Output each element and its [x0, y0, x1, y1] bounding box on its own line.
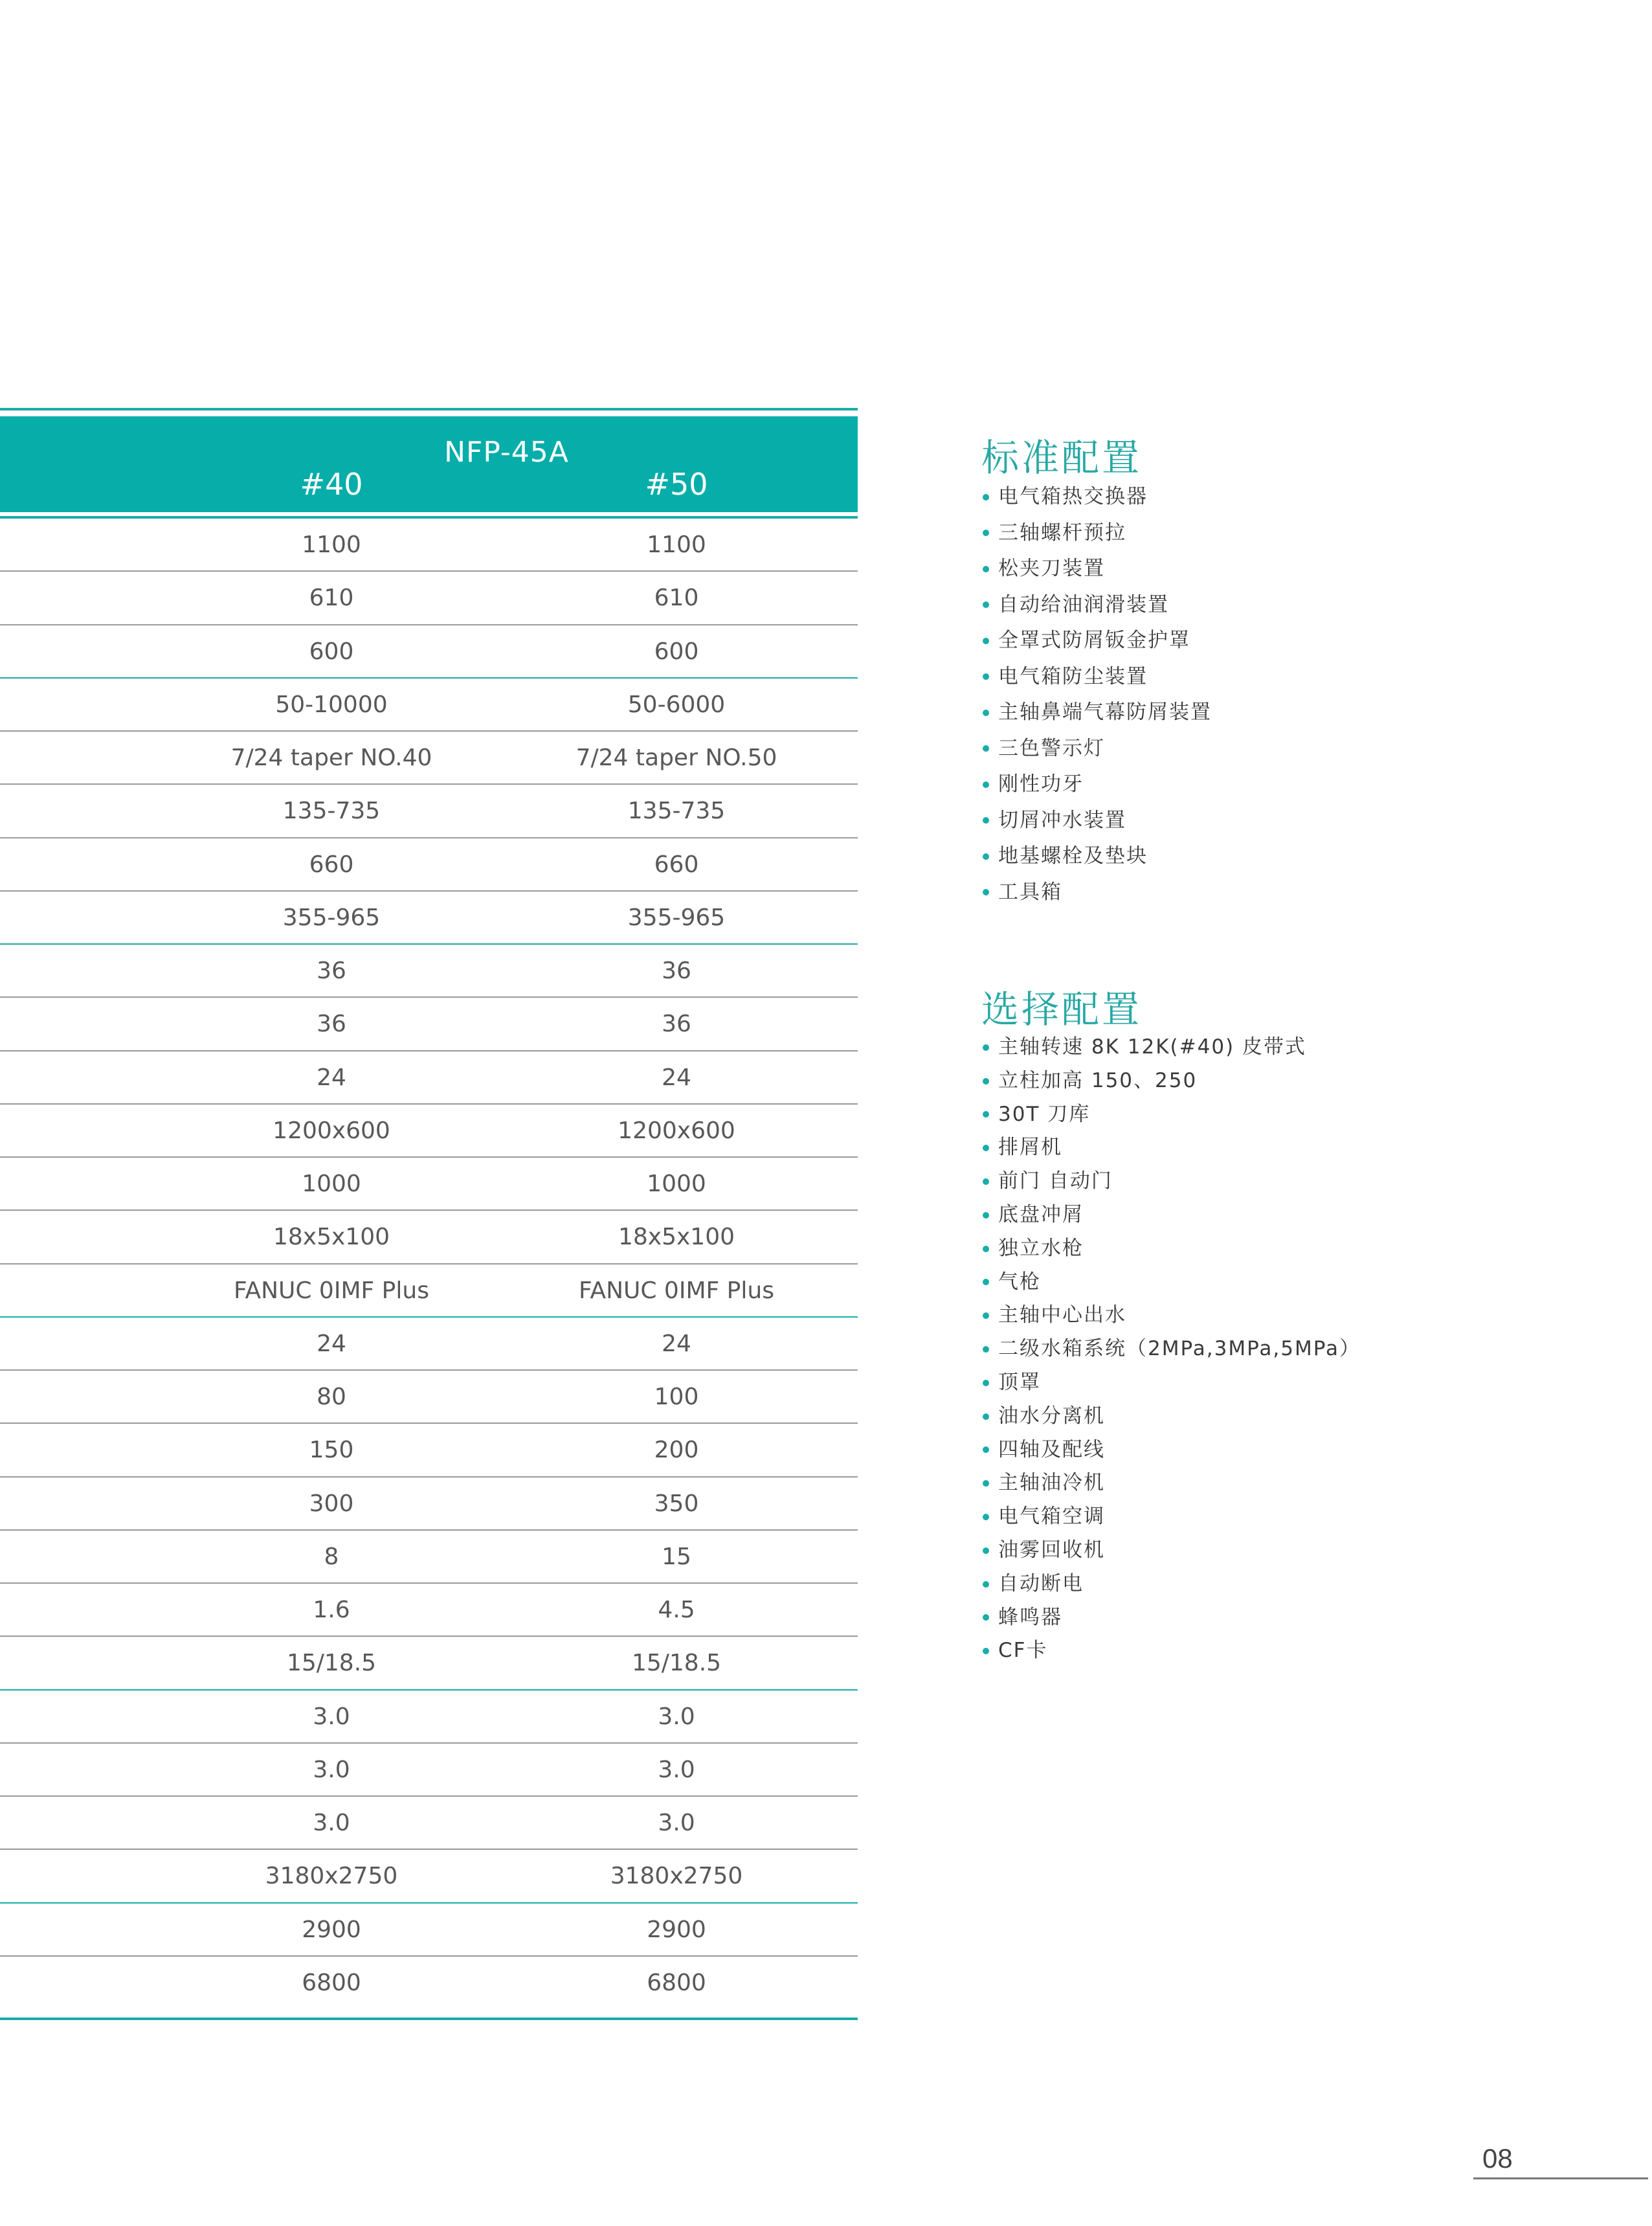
standard-config-item-label: 三轴螺杆预拉 [998, 521, 1126, 545]
standard-config-item [981, 695, 1212, 731]
cell-40: 1.6 [313, 1597, 350, 1623]
optional-config-item [981, 1500, 1361, 1534]
model-title: NFP-45A [444, 436, 569, 469]
cell-40: 50-10000 [275, 691, 388, 718]
table-row [0, 945, 858, 998]
optional-config-item [981, 1131, 1361, 1165]
cell-40: 36 [317, 1011, 346, 1038]
cell-40: 6800 [302, 1969, 361, 1996]
standard-config-item [981, 623, 1212, 659]
bullet-icon [983, 1279, 989, 1285]
bullet-icon [983, 1648, 989, 1654]
optional-config-title: 选择配置 [981, 987, 1143, 1031]
table-row [0, 1478, 858, 1531]
cell-50: 200 [654, 1437, 699, 1464]
standard-config-item-label: 地基螺栓及垫块 [998, 844, 1148, 868]
table-row [0, 1265, 858, 1318]
optional-config-item [981, 1165, 1361, 1198]
table-row [0, 732, 858, 785]
cell-50: 24 [662, 1330, 691, 1357]
standard-config-item-label: 自动给油润滑装置 [998, 592, 1169, 616]
bullet-icon [983, 1614, 989, 1621]
table-row [0, 838, 858, 892]
page-number-rule [1473, 2177, 1648, 2179]
standard-config-item [981, 515, 1212, 552]
table-row [0, 572, 858, 625]
cell-40: 3.0 [313, 1810, 350, 1836]
cell-40: 80 [317, 1384, 346, 1410]
cell-40: 660 [309, 851, 354, 878]
column-header-40: #40 [300, 467, 363, 502]
optional-config-item [981, 1332, 1361, 1366]
optional-config-item-label: 蜂鸣器 [998, 1605, 1062, 1629]
cell-50: 3180x2750 [610, 1863, 743, 1890]
bullet-icon [983, 1246, 989, 1252]
bullet-icon [983, 889, 989, 895]
optional-config-item [981, 1266, 1361, 1299]
standard-config-item-label: 切屑冲水装置 [998, 808, 1126, 832]
bullet-icon [983, 1312, 989, 1319]
cell-50: 36 [662, 958, 691, 984]
standard-config-item [981, 731, 1212, 767]
cell-40: 150 [309, 1437, 354, 1464]
bullet-icon [983, 1111, 989, 1118]
standard-config-item [981, 479, 1212, 515]
optional-config-item [981, 1031, 1361, 1064]
table-top-rule [0, 408, 858, 410]
optional-config-item-label: 前门 自动门 [998, 1169, 1113, 1193]
cell-50: FANUC 0IMF Plus [579, 1277, 774, 1304]
page-number: 08 [1482, 2143, 1513, 2174]
bullet-icon [983, 1044, 989, 1051]
table-row [0, 998, 858, 1051]
table-row [0, 1158, 858, 1211]
standard-config-item-label: 刚性功牙 [998, 772, 1084, 796]
table-row [0, 1691, 858, 1744]
cell-50: 135-735 [627, 798, 726, 825]
table-row [0, 679, 858, 732]
cell-40: 15/18.5 [286, 1650, 377, 1677]
optional-config-item-label: 二级水箱系统（2MPa,3MPa,5MPa） [998, 1337, 1361, 1361]
table-row [0, 1211, 858, 1264]
optional-config-item [981, 1467, 1361, 1500]
cell-40: 24 [317, 1064, 346, 1091]
optional-config-item [981, 1568, 1361, 1601]
cell-40: 8 [324, 1543, 339, 1570]
cell-50: 18x5x100 [618, 1224, 735, 1251]
table-row [0, 1850, 858, 1903]
optional-config-item-label: 四轴及配线 [998, 1437, 1105, 1461]
cell-40: 1100 [302, 532, 361, 558]
cell-50: 50-6000 [627, 691, 726, 718]
cell-50: 1000 [647, 1171, 706, 1197]
optional-config-item [981, 1601, 1361, 1635]
cell-40: 24 [317, 1330, 346, 1357]
cell-50: 36 [662, 1011, 691, 1038]
cell-50: 3.0 [658, 1756, 695, 1783]
cell-40: FANUC 0IMF Plus [234, 1277, 429, 1304]
optional-config-item [981, 1366, 1361, 1400]
optional-config-item-label: 排屑机 [998, 1136, 1062, 1160]
cell-40: 135-735 [282, 798, 381, 825]
bullet-icon [983, 601, 989, 608]
cell-40: 600 [309, 638, 354, 665]
table-row [0, 1957, 858, 2020]
standard-config-item [981, 551, 1212, 587]
standard-config-item-label: 工具箱 [998, 880, 1062, 904]
cell-40: 7/24 taper NO.40 [230, 745, 432, 771]
standard-config-item-label: 电气箱热交换器 [998, 485, 1148, 508]
table-row [0, 519, 858, 572]
table-row [0, 1051, 858, 1105]
cell-40: 3180x2750 [265, 1863, 398, 1890]
cell-40: 18x5x100 [273, 1224, 390, 1251]
bullet-icon [983, 1380, 989, 1386]
table-row [0, 1105, 858, 1158]
bullet-icon [983, 1212, 989, 1219]
cell-50: 100 [654, 1384, 699, 1410]
cell-40: 1200x600 [273, 1117, 390, 1144]
bullet-icon [983, 1514, 989, 1520]
standard-config-list [981, 479, 1212, 910]
optional-config-item [981, 1232, 1361, 1266]
optional-config-item [981, 1299, 1361, 1332]
cell-50: 355-965 [627, 904, 726, 931]
bullet-icon [983, 530, 989, 536]
standard-config-item-label: 三色警示灯 [998, 736, 1105, 760]
table-header [0, 416, 858, 512]
optional-config-item-label: 独立水枪 [998, 1236, 1084, 1260]
standard-config-item [981, 587, 1212, 624]
bullet-icon [983, 1145, 989, 1151]
bullet-icon [983, 1480, 989, 1487]
bullet-icon [983, 1346, 989, 1353]
cell-50: 15/18.5 [631, 1650, 722, 1677]
standard-config-item [981, 803, 1212, 839]
optional-config-item-label: 30T 刀库 [998, 1102, 1091, 1126]
column-header-50: #50 [645, 467, 708, 502]
standard-config-item-label: 全罩式防屑钣金护罩 [998, 629, 1190, 652]
optional-config-item-label: 主轴油冷机 [998, 1471, 1105, 1495]
cell-50: 15 [662, 1543, 691, 1570]
optional-config-item-label: 主轴转速 8K 12K(#40) 皮带式 [998, 1035, 1306, 1059]
cell-40: 610 [309, 585, 354, 612]
optional-config-item-label: 顶罩 [998, 1370, 1041, 1394]
optional-config-item-label: 主轴中心出水 [998, 1303, 1126, 1327]
optional-config-item-label: CF卡 [998, 1639, 1048, 1663]
cell-50: 4.5 [658, 1597, 695, 1623]
optional-config-item [981, 1400, 1361, 1433]
cell-50: 600 [654, 638, 699, 665]
cell-50: 1100 [647, 532, 706, 558]
table-row [0, 1318, 858, 1371]
bullet-icon [983, 781, 989, 788]
cell-40: 355-965 [282, 904, 381, 931]
optional-config-item [981, 1634, 1361, 1668]
cell-50: 6800 [647, 1969, 706, 1996]
bullet-icon [983, 673, 989, 680]
cell-40: 2900 [302, 1916, 361, 1943]
cell-40: 3.0 [313, 1756, 350, 1783]
table-row [0, 892, 858, 945]
optional-config-item-label: 自动断电 [998, 1571, 1084, 1595]
optional-config-item [981, 1198, 1361, 1232]
optional-config-list [981, 1031, 1361, 1668]
standard-config-title: 标准配置 [981, 436, 1143, 480]
cell-40: 1000 [302, 1171, 361, 1197]
bullet-icon [983, 817, 989, 824]
standard-config-item [981, 838, 1212, 875]
bullet-icon [983, 1547, 989, 1554]
optional-config-item-label: 油雾回收机 [998, 1538, 1105, 1562]
optional-config-item-label: 油水分离机 [998, 1404, 1105, 1428]
cell-40: 3.0 [313, 1703, 350, 1730]
optional-config-item [981, 1098, 1361, 1132]
cell-50: 7/24 taper NO.50 [575, 745, 777, 771]
table-body [0, 519, 858, 2020]
standard-config-item-label: 电气箱防尘装置 [998, 664, 1148, 688]
optional-config-item-label: 气枪 [998, 1270, 1041, 1294]
table-row [0, 1531, 858, 1584]
table-row [0, 1371, 858, 1424]
table-row [0, 1797, 858, 1850]
cell-50: 24 [662, 1064, 691, 1091]
bullet-icon [983, 1446, 989, 1453]
cell-50: 2900 [647, 1916, 706, 1943]
table-row [0, 1904, 858, 1957]
table-row [0, 1424, 858, 1477]
bullet-icon [983, 1078, 989, 1085]
cell-50: 350 [654, 1490, 699, 1517]
standard-config-item-label: 主轴鼻端气幕防屑装置 [998, 701, 1212, 724]
bullet-icon [983, 1581, 989, 1588]
optional-config-item-label: 底盘冲屑 [998, 1202, 1084, 1226]
bullet-icon [983, 494, 989, 500]
standard-config-item [981, 767, 1212, 803]
cell-50: 3.0 [658, 1703, 695, 1730]
standard-config-item-label: 松夹刀装置 [998, 557, 1105, 580]
optional-config-item [981, 1534, 1361, 1568]
bullet-icon [983, 1178, 989, 1185]
optional-config-item-label: 立柱加高 150、250 [998, 1068, 1198, 1092]
bullet-icon [983, 566, 989, 572]
table-row [0, 785, 858, 838]
bullet-icon [983, 638, 989, 644]
optional-config-item [981, 1433, 1361, 1467]
optional-config-item-label: 电气箱空调 [998, 1505, 1105, 1529]
cell-50: 610 [654, 585, 699, 612]
cell-40: 300 [309, 1490, 354, 1517]
cell-50: 660 [654, 851, 699, 878]
bullet-icon [983, 1413, 989, 1420]
bullet-icon [983, 745, 989, 752]
bullet-icon [983, 710, 989, 716]
standard-config-item [981, 875, 1212, 911]
standard-config-item [981, 659, 1212, 695]
cell-40: 36 [317, 958, 346, 984]
table-row [0, 1637, 858, 1690]
table-row [0, 625, 858, 679]
cell-50: 1200x600 [618, 1117, 735, 1144]
table-row [0, 1584, 858, 1637]
bullet-icon [983, 853, 989, 860]
cell-50: 3.0 [658, 1810, 695, 1836]
optional-config-item [981, 1064, 1361, 1098]
table-row [0, 1744, 858, 1797]
